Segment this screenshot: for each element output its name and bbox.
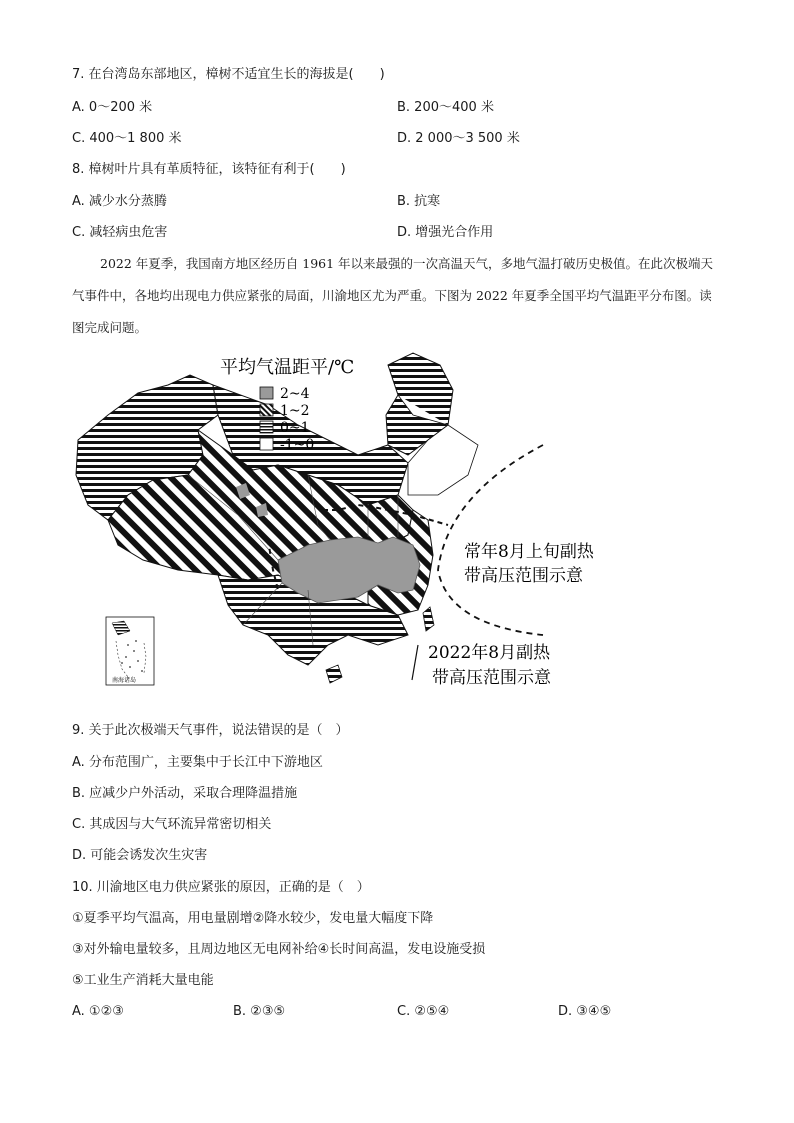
temperature-anomaly-map (68, 345, 608, 695)
q8-stem: 8. 樟树叶片具有革质特征，该特征有利于( ) (72, 162, 346, 177)
q7-option-b: B. 200～400 米 (397, 100, 494, 115)
legend-label-mild: 0~1 (280, 420, 310, 436)
subtropical-high-normal-tick (412, 645, 418, 680)
q7-option-a: A. 0～200 米 (72, 100, 153, 115)
q10-statement-3: ⑤工业生产消耗大量电能 (72, 973, 214, 988)
q10-option-a: A. ①②③ (72, 1004, 124, 1019)
q9-option-a: A. 分布范围广，主要集中于长江中下游地区 (72, 755, 323, 770)
q8-option-a: A. 减少水分蒸腾 (72, 194, 167, 209)
legend-label-cool: -1~0 (280, 437, 315, 453)
q7-stem: 7. 在台湾岛东部地区，樟树不适宜生长的海拔是( ) (72, 67, 385, 82)
island-hainan (326, 665, 342, 683)
island-taiwan (423, 607, 434, 631)
q8-option-d: D. 增强光合作用 (397, 225, 494, 240)
legend-title: 平均气温距平/℃ (220, 357, 355, 378)
q9-option-b: B. 应减少户外活动，采取合理降温措施 (72, 786, 298, 801)
reading-passage: 2022 年夏季，我国南方地区经历自 1961 年以来最强的一次高温天气，多地气温打破历史极值。在此次极端天气事件中，各地均出现电力供应紧张的局面，川渝地区尤为严重。下图为 2022 年夏季全国平均气温距平分布图。读图完成问题。 (72, 256, 714, 335)
annotation-2022-line-2: 带高压范围示意 (432, 668, 551, 688)
q10-statement-2: ③对外输电量较多，且周边地区无电网补给④长时间高温，发电设施受损 (72, 942, 486, 957)
q9-stem: 9. 关于此次极端天气事件，说法错误的是（ ） (72, 723, 349, 738)
annotation-normal-line-1: 常年8月上旬副热 (464, 542, 594, 562)
q8-option-b: B. 抗寒 (397, 194, 441, 209)
inset-label: 南海诸岛 (112, 677, 137, 684)
annotation-2022-line-1: 2022年8月副热 (428, 643, 551, 663)
legend-label-hot: 2~4 (280, 386, 310, 402)
q7-option-c: C. 400～1 800 米 (72, 131, 182, 146)
q8-option-c: C. 减轻病虫危害 (72, 225, 168, 240)
legend-swatch-hot (260, 387, 273, 399)
q9-option-c: C. 其成因与大气环流异常密切相关 (72, 817, 272, 832)
legend-label-warm: 1~2 (280, 403, 310, 419)
legend-swatch-mild (260, 421, 273, 433)
q9-option-d: D. 可能会诱发次生灾害 (72, 848, 208, 863)
annotation-normal-line-2: 带高压范围示意 (464, 566, 583, 586)
q10-stem: 10. 川渝地区电力供应紧张的原因，正确的是（ ） (72, 880, 370, 895)
south-china-sea-inset (106, 617, 154, 685)
q10-option-d: D. ③④⑤ (558, 1004, 612, 1019)
q7-option-d: D. 2 000～3 500 米 (397, 131, 520, 146)
q10-option-c: C. ②⑤④ (397, 1004, 450, 1019)
q10-statement-1: ①夏季平均气温高，用电量剧增②降水较少，发电量大幅度下降 (72, 911, 434, 926)
q10-option-b: B. ②③⑤ (233, 1004, 286, 1019)
legend-swatch-warm (260, 404, 273, 416)
legend-swatch-cool (260, 438, 273, 450)
